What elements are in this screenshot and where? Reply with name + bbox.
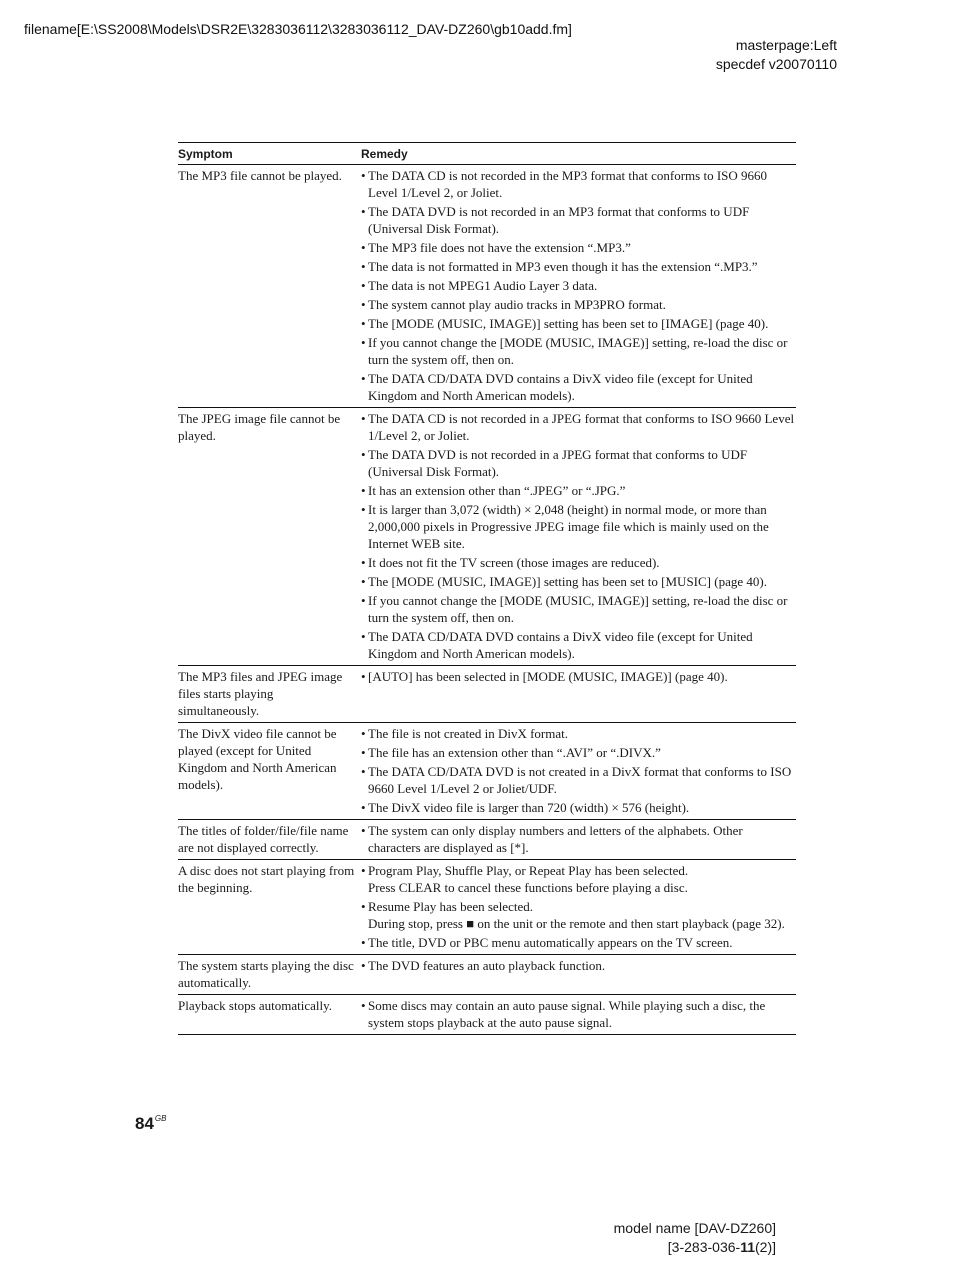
remedy-line: The system can only display numbers and letters of the alphabets. Other characters are displayed as [*].: [368, 823, 743, 855]
remedy-text: [368, 334, 796, 368]
footer-code: [614, 1238, 776, 1257]
column-header-remedy: Remedy: [361, 146, 408, 161]
remedy-line: During stop, press ■ on the unit or the remote and then start playback (page 32).: [368, 916, 785, 931]
bullet-icon: •: [361, 593, 366, 608]
remedy-text: [368, 167, 796, 201]
remedy-item: [361, 482, 796, 499]
remedy-text: [368, 501, 796, 552]
remedy-text: [368, 446, 796, 480]
troubleshooting-table: [178, 142, 796, 1035]
bullet-icon: •: [361, 240, 366, 255]
remedy-item: [361, 822, 796, 856]
remedy-item: [361, 862, 796, 896]
remedy-item: [361, 370, 796, 404]
header-masterpage: masterpage:Left: [735, 37, 837, 53]
bullet-icon: •: [361, 998, 366, 1013]
bullet-icon: •: [361, 863, 366, 878]
remedy-line: The MP3 file does not have the extension “.MP3.”: [368, 240, 631, 255]
remedy-text: [368, 296, 796, 313]
page-number-suffix: GB: [154, 1114, 167, 1123]
remedy-item: [361, 799, 796, 816]
symptom-cell: A disc does not start playing from the beginning.: [178, 863, 355, 895]
footer-code-bold: 11: [740, 1239, 755, 1255]
remedy-item: [361, 315, 796, 332]
remedy-text: [368, 628, 796, 662]
remedy-text: [368, 554, 796, 571]
footer-code-suffix: (2)]: [755, 1239, 776, 1255]
bullet-icon: •: [361, 259, 366, 274]
remedy-line: The DATA CD is not recorded in a JPEG format that conforms to ISO 9660 Level 1/Level 2, or Joliet.: [368, 411, 795, 443]
remedy-line: Resume Play has been selected.: [368, 899, 533, 914]
remedy-item: [361, 957, 796, 974]
table-row: [178, 860, 796, 955]
remedy-line: The DivX video file is larger than 720 (width) × 576 (height).: [368, 800, 690, 815]
bullet-icon: •: [361, 958, 366, 973]
remedy-line: Press CLEAR to cancel these functions before playing a disc.: [368, 880, 688, 895]
bullet-icon: •: [361, 764, 366, 779]
table-body: [178, 165, 796, 1035]
remedy-text: [368, 315, 796, 332]
footer: [614, 1219, 776, 1257]
remedy-line: [AUTO] has been selected in [MODE (MUSIC, IMAGE)] (page 40).: [368, 669, 728, 684]
remedy-item: [361, 725, 796, 742]
table-row: [178, 723, 796, 820]
remedy-line: The DATA CD/DATA DVD is not created in a DivX format that conforms to ISO 9660 Level 1/Level 2 or Joliet/UDF.: [368, 764, 792, 796]
symptom-cell: Playback stops automatically.: [178, 998, 333, 1013]
remedy-line: The file is not created in DivX format.: [368, 726, 568, 741]
symptom-cell: The system starts playing the disc automatically.: [178, 958, 354, 990]
remedy-text: [368, 239, 796, 256]
bullet-icon: •: [361, 204, 366, 219]
bullet-icon: •: [361, 935, 366, 950]
table-header: [178, 143, 796, 165]
remedy-item: [361, 763, 796, 797]
remedy-item: [361, 296, 796, 313]
remedy-cell: [361, 668, 796, 719]
remedy-line: If you cannot change the [MODE (MUSIC, IMAGE)] setting, re-load the disc or turn the system off, then on.: [368, 593, 788, 625]
remedy-line: The file has an extension other than “.AVI” or “.DIVX.”: [368, 745, 661, 760]
remedy-item: [361, 934, 796, 951]
remedy-line: The DATA DVD is not recorded in an MP3 format that conforms to UDF (Universal Disk Format).: [368, 204, 750, 236]
column-header-symptom: Symptom: [178, 146, 233, 161]
remedy-text: [368, 203, 796, 237]
remedy-cell: [361, 957, 796, 991]
symptom-cell: The titles of folder/file/file name are not displayed correctly.: [178, 823, 349, 855]
remedy-line: The DATA DVD is not recorded in a JPEG format that conforms to UDF (Universal Disk Format).: [368, 447, 748, 479]
remedy-line: Some discs may contain an auto pause signal. While playing such a disc, the system stops playback at the auto pause signal.: [368, 998, 766, 1030]
remedy-item: [361, 410, 796, 444]
bullet-icon: •: [361, 899, 366, 914]
remedy-line: The title, DVD or PBC menu automatically appears on the TV screen.: [368, 935, 733, 950]
remedy-text: [368, 822, 796, 856]
remedy-item: [361, 446, 796, 480]
table-row: [178, 995, 796, 1035]
remedy-text: [368, 934, 796, 951]
remedy-text: [368, 898, 796, 932]
remedy-cell: [361, 410, 796, 662]
remedy-text: [368, 997, 796, 1031]
remedy-text: [368, 862, 796, 896]
bullet-icon: •: [361, 447, 366, 462]
remedy-text: [368, 957, 796, 974]
symptom-cell: The MP3 file cannot be played.: [178, 168, 342, 183]
bullet-icon: •: [361, 823, 366, 838]
remedy-text: [368, 744, 796, 761]
remedy-item: [361, 744, 796, 761]
bullet-icon: •: [361, 745, 366, 760]
remedy-line: It does not fit the TV screen (those images are reduced).: [368, 555, 660, 570]
header-filename: filename[E:\SS2008\Models\DSR2E\3283036112\3283036112_DAV-DZ260\gb10add.fm]: [24, 21, 572, 37]
table-row: [178, 165, 796, 408]
remedy-text: [368, 799, 796, 816]
table-row: [178, 408, 796, 666]
symptom-cell: The DivX video file cannot be played (except for United Kingdom and North American models).: [178, 726, 337, 792]
remedy-text: [368, 725, 796, 742]
remedy-text: [368, 668, 796, 685]
remedy-item: [361, 628, 796, 662]
remedy-line: The DATA CD/DATA DVD contains a DivX video file (except for United Kingdom and North American models).: [368, 371, 753, 403]
remedy-item: [361, 898, 796, 932]
page-number: [135, 1114, 166, 1134]
remedy-item: [361, 277, 796, 294]
bullet-icon: •: [361, 335, 366, 350]
remedy-text: [368, 592, 796, 626]
bullet-icon: •: [361, 555, 366, 570]
remedy-line: The [MODE (MUSIC, IMAGE)] setting has been set to [MUSIC] (page 40).: [368, 574, 767, 589]
remedy-line: It has an extension other than “.JPEG” or “.JPG.”: [368, 483, 626, 498]
remedy-line: Program Play, Shuffle Play, or Repeat Play has been selected.: [368, 863, 689, 878]
remedy-line: The DATA CD is not recorded in the MP3 format that conforms to ISO 9660 Level 1/Level 2, or Joliet.: [368, 168, 768, 200]
bullet-icon: •: [361, 371, 366, 386]
remedy-line: The system cannot play audio tracks in MP3PRO format.: [368, 297, 666, 312]
page-number-value: 84: [135, 1114, 154, 1133]
bullet-icon: •: [361, 726, 366, 741]
remedy-item: [361, 167, 796, 201]
footer-code-prefix: [3-283-036-: [667, 1239, 741, 1255]
remedy-line: It is larger than 3,072 (width) × 2,048 (height) in normal mode, or more than 2,000,000 pixels in Progressive JPEG image file which is mainly used on the Internet WEB site.: [368, 502, 769, 551]
bullet-icon: •: [361, 483, 366, 498]
remedy-cell: [361, 862, 796, 951]
header-specdef: specdef v20070110: [715, 56, 837, 72]
symptom-cell: The JPEG image file cannot be played.: [178, 411, 341, 443]
remedy-text: [368, 410, 796, 444]
symptom-cell: The MP3 files and JPEG image files starts playing simultaneously.: [178, 669, 343, 718]
remedy-line: The DATA CD/DATA DVD contains a DivX video file (except for United Kingdom and North American models).: [368, 629, 753, 661]
remedy-text: [368, 763, 796, 797]
remedy-text: [368, 277, 796, 294]
bullet-icon: •: [361, 411, 366, 426]
remedy-text: [368, 482, 796, 499]
remedy-line: The DVD features an auto playback function.: [368, 958, 606, 973]
bullet-icon: •: [361, 316, 366, 331]
header-masterpage-block: [716, 36, 837, 74]
remedy-line: The data is not MPEG1 Audio Layer 3 data.: [368, 278, 598, 293]
remedy-cell: [361, 997, 796, 1031]
table-row: [178, 955, 796, 995]
remedy-item: [361, 239, 796, 256]
remedy-cell: [361, 167, 796, 404]
footer-model-name: model name [DAV-DZ260]: [613, 1220, 776, 1236]
remedy-item: [361, 668, 796, 685]
bullet-icon: •: [361, 168, 366, 183]
remedy-line: If you cannot change the [MODE (MUSIC, IMAGE)] setting, re-load the disc or turn the system off, then on.: [368, 335, 788, 367]
remedy-item: [361, 573, 796, 590]
remedy-item: [361, 554, 796, 571]
bullet-icon: •: [361, 629, 366, 644]
remedy-text: [368, 370, 796, 404]
bullet-icon: •: [361, 669, 366, 684]
remedy-text: [368, 258, 796, 275]
remedy-line: The data is not formatted in MP3 even though it has the extension “.MP3.”: [368, 259, 758, 274]
bullet-icon: •: [361, 574, 366, 589]
remedy-item: [361, 258, 796, 275]
bullet-icon: •: [361, 502, 366, 517]
remedy-cell: [361, 822, 796, 856]
bullet-icon: •: [361, 800, 366, 815]
bullet-icon: •: [361, 297, 366, 312]
table-row: [178, 820, 796, 860]
bullet-icon: •: [361, 278, 366, 293]
remedy-item: [361, 334, 796, 368]
remedy-item: [361, 592, 796, 626]
remedy-item: [361, 203, 796, 237]
remedy-item: [361, 501, 796, 552]
remedy-text: [368, 573, 796, 590]
table-row: [178, 666, 796, 723]
remedy-item: [361, 997, 796, 1031]
remedy-line: The [MODE (MUSIC, IMAGE)] setting has been set to [IMAGE] (page 40).: [368, 316, 769, 331]
remedy-cell: [361, 725, 796, 816]
